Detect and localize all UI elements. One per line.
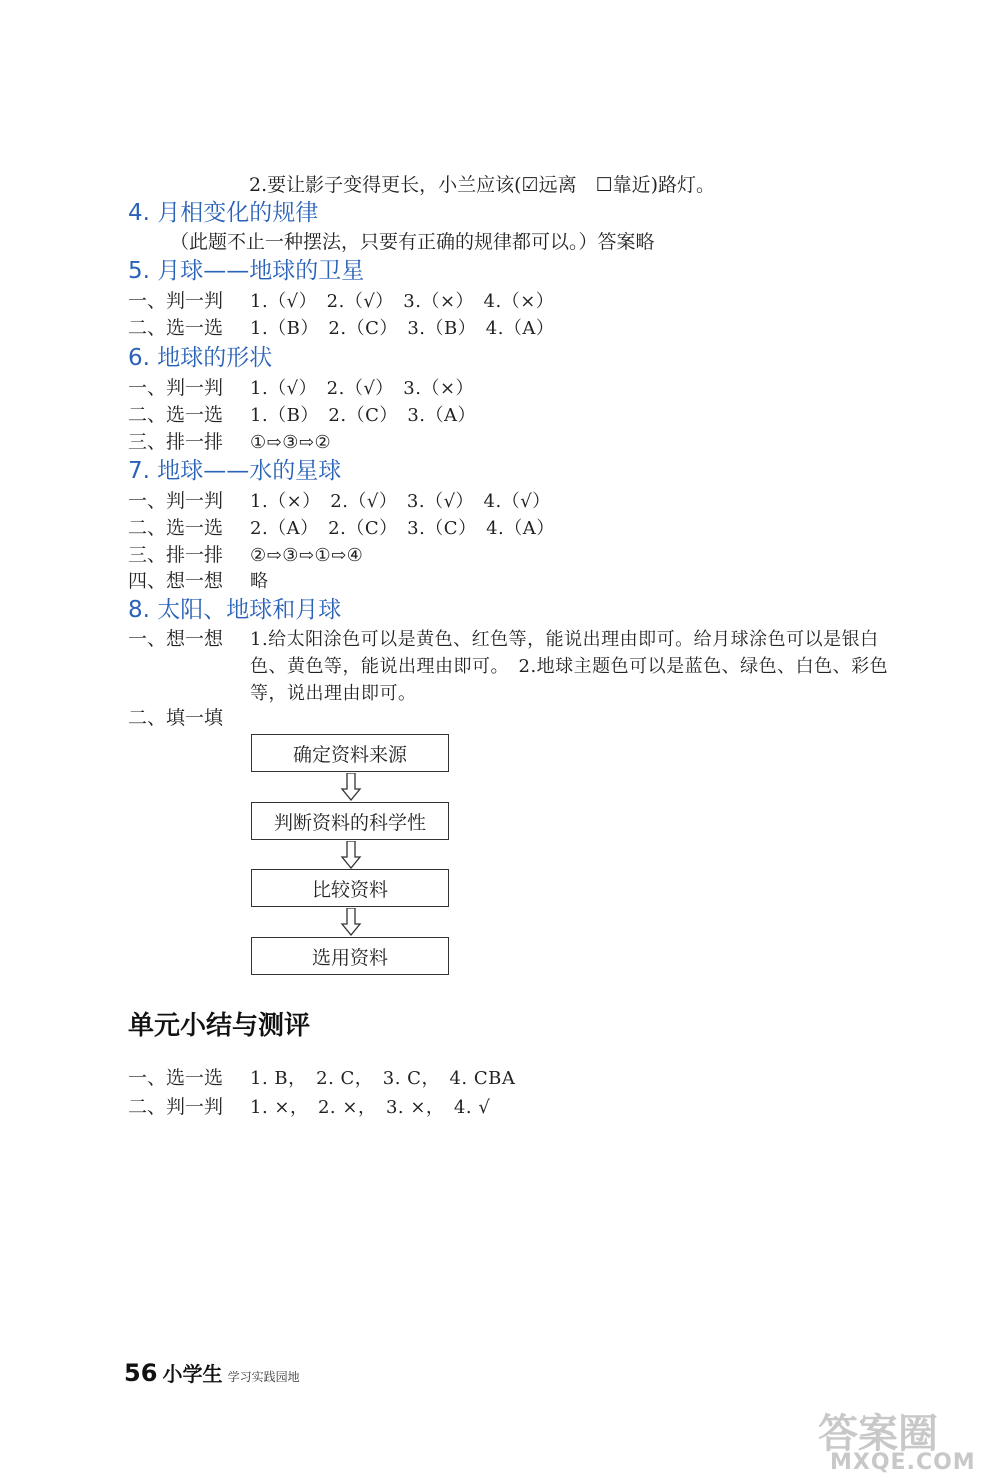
row-label: 一、想一想: [128, 628, 224, 650]
section-7-title: 7. 地球——水的星球: [128, 458, 342, 484]
down-arrow-icon: [340, 908, 362, 936]
row-answer: 略: [250, 571, 269, 592]
top-line: 2.要让影子变得更长，小兰应该(☑远离 ☐靠近)路灯。: [249, 174, 716, 196]
row-answer: 1.（×） 2.（√） 3.（√） 4.（√）: [250, 491, 551, 512]
row-label: 一、判一判: [128, 490, 224, 512]
row-answer: ②⇨③⇨①⇨④: [250, 545, 364, 566]
down-arrow-icon: [340, 773, 362, 801]
flow-box-3: 比较资料: [251, 869, 449, 907]
section-8-fill-label: [128, 705, 250, 731]
row-label: 一、判一判: [128, 377, 224, 399]
page-number: 56: [124, 1359, 158, 1387]
summary-row-1: [128, 1065, 515, 1092]
row-label: 四、想一想: [128, 570, 224, 592]
section-6-row-2: [128, 402, 476, 429]
summary-title: 单元小结与测评: [128, 1011, 311, 1041]
section-5-title: 5. 月球——地球的卫星: [128, 258, 365, 284]
flow-box-2: 判断资料的科学性: [251, 802, 449, 840]
row-label: 三、排一排: [128, 544, 224, 566]
section-6-row-3: [128, 429, 331, 456]
row-answer: 1.（√） 2.（√） 3.（×）: [250, 378, 475, 399]
row-answer: 1. B， 2. C， 3. C， 4. CBA: [250, 1068, 516, 1089]
row-answer: 1.（B） 2.（C） 3.（B） 4.（A）: [250, 318, 555, 339]
row-label: 一、判一判: [128, 290, 224, 312]
row-label: 二、选一选: [128, 317, 224, 339]
section-5-row-1: [128, 288, 554, 315]
row-answer: 1.（√） 2.（√） 3.（×） 4.（×）: [250, 291, 555, 312]
section-4-title: 4. 月相变化的规律: [128, 200, 319, 226]
footer-brand: 小学生: [162, 1362, 223, 1386]
footer-subtitle: 学习实践园地: [227, 1370, 300, 1384]
section-6-row-1: [128, 375, 474, 402]
section-8-title: 8. 太阳、地球和月球: [128, 597, 342, 623]
section-7-row-2: [128, 515, 555, 542]
watermark-logo: 答案圈: [818, 1411, 938, 1457]
row-label: 二、填一填: [128, 707, 224, 729]
section-7-row-3: [128, 542, 363, 569]
flow-box-1: 确定资料来源: [251, 734, 449, 772]
row-label: 二、选一选: [128, 517, 224, 539]
section-5-row-2: [128, 315, 554, 342]
row-answer: 1. ×， 2. ×， 3. ×， 4. √: [250, 1097, 491, 1118]
row-label: 一、选一选: [128, 1067, 224, 1089]
row-answer: 2.（A） 2.（C） 3.（C） 4.（A）: [250, 518, 555, 539]
section-6-title: 6. 地球的形状: [128, 345, 273, 371]
down-arrow-icon: [340, 841, 362, 869]
section-7-row-4: [128, 568, 269, 595]
row-label: 三、排一排: [128, 431, 224, 453]
row-answer: 1.（B） 2.（C） 3.（A）: [250, 405, 477, 426]
summary-row-2: [128, 1094, 490, 1121]
row-label: 二、选一选: [128, 404, 224, 426]
section-8-think-answer: 1.给太阳涂色可以是黄色、红色等，能说出理由即可。给月球涂色可以是银白色、黄色等，能说出理由即可。 2.地球主题色可以是蓝色、绿色、白色、彩色等，说出理由即可。: [250, 629, 889, 704]
row-label: 二、判一判: [128, 1096, 224, 1118]
watermark-site: MXQE.COM: [830, 1450, 976, 1475]
section-7-row-1: [128, 488, 551, 515]
footer: [124, 1358, 300, 1387]
row-answer: ①⇨③⇨②: [250, 432, 332, 453]
flow-box-4: 选用资料: [251, 937, 449, 975]
section-4-note: （此题不止一种摆法，只要有正确的规律都可以。）答案略: [170, 231, 655, 253]
section-8-think-label: [128, 626, 250, 652]
